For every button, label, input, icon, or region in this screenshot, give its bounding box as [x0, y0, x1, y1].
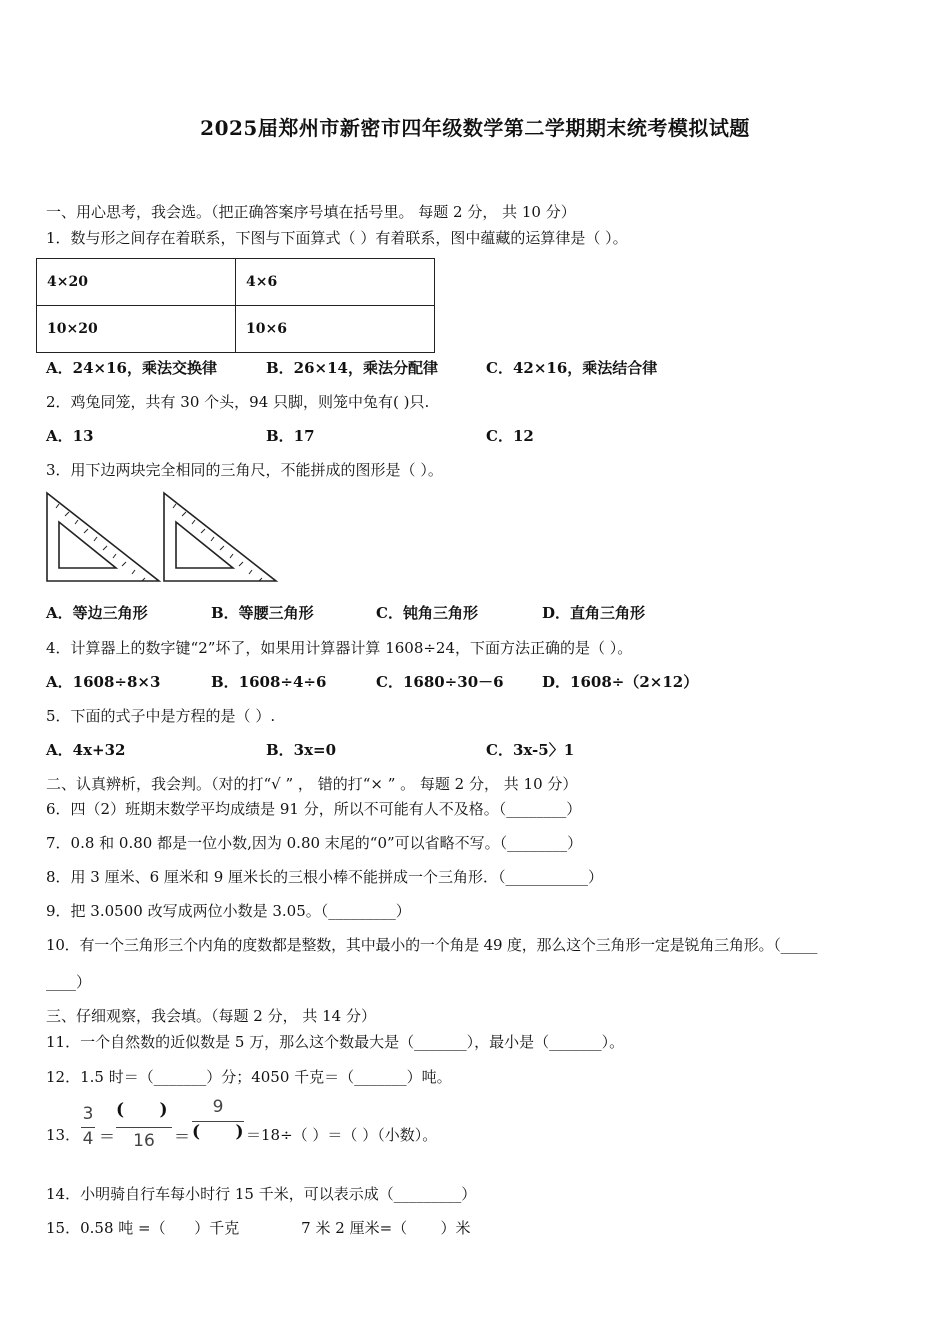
set-square-figure — [44, 490, 280, 584]
q1-table — [36, 258, 435, 353]
q13-fraction2-denominator: 16 — [133, 1131, 155, 1151]
table-cell: 10×6 — [236, 306, 435, 353]
q1-option-c: C．42×16，乘法结合律 — [486, 359, 658, 377]
q3-option-a: A．等边三角形 — [46, 604, 148, 622]
q13-fraction2-numerator: ( ) — [116, 1100, 168, 1120]
q1-option-a: A．24×16，乘法交换律 — [46, 359, 217, 377]
q3-option-c: C．钝角三角形 — [376, 604, 478, 622]
table-row — [37, 259, 435, 306]
question-5: 5．下面的式子中是方程的是（ ）. — [46, 707, 276, 725]
q13-fraction1-denominator: 4 — [82, 1129, 94, 1149]
question-2: 2．鸡兔同笼，共有 30 个头，94 只脚，则笼中兔有( )只. — [46, 393, 430, 411]
q4-option-c: C．1680÷30－6 — [376, 673, 504, 691]
set-square-icon — [164, 493, 276, 581]
question-15: 15．0.58 吨 =（ ）千克 7 米 2 厘米=（ ）米 — [46, 1219, 471, 1237]
question-11: 11．一个自然数的近似数是 5 万，那么这个数最大是（_______），最小是（_______）。 — [46, 1033, 625, 1051]
q5-option-a: A．4x+32 — [46, 741, 126, 759]
question-4: 4．计算器上的数字键“2”坏了，如果用计算器计算 1608÷24，下面方法正确的是（ ）。 — [46, 639, 633, 657]
question-12: 12．1.5 时＝（_______）分；4050 千克＝（_______）吨。 — [46, 1068, 452, 1086]
page-title: 2025届郑州市新密市四年级数学第二学期期末统考模拟试题 — [200, 116, 750, 140]
q3-option-d: D．直角三角形 — [542, 604, 646, 622]
q13-fraction3-numerator: 9 — [212, 1097, 224, 1117]
question-7: 7．0.8 和 0.80 都是一位小数,因为 0.80 末尾的“0”可以省略不写。（________） — [46, 834, 583, 852]
set-square-icon — [47, 493, 159, 581]
q13-rest: ＝18÷（ ）＝（ ）（小数）。 — [246, 1126, 438, 1144]
q2-option-a: A．13 — [46, 427, 94, 445]
section1-heading: 一、用心思考，我会选。（把正确答案序号填在括号里。 每题 2 分， 共 10 分） — [46, 203, 576, 221]
table-cell: 4×20 — [37, 259, 236, 306]
section3-heading: 三、仔细观察，我会填。（每题 2 分， 共 14 分） — [46, 1007, 376, 1025]
q5-option-b: B．3x=0 — [266, 741, 337, 759]
q13-equals-1: ＝ — [99, 1127, 116, 1146]
fraction-bar — [81, 1127, 95, 1128]
q13-fraction3-denominator: ( ) — [192, 1122, 244, 1142]
q13-fraction1-numerator: 3 — [82, 1104, 94, 1124]
q4-option-b: B．1608÷4÷6 — [211, 673, 327, 691]
q1-option-b: B．26×14，乘法分配律 — [266, 359, 438, 377]
table-row — [37, 306, 435, 353]
q5-option-c: C．3x-5〉1 — [486, 741, 575, 759]
question-3: 3．用下边两块完全相同的三角尺，不能拼成的图形是（ ）。 — [46, 461, 443, 479]
fraction-bar — [116, 1127, 172, 1128]
q4-option-a: A．1608÷8×3 — [46, 673, 161, 691]
question-14: 14．小明骑自行车每小时行 15 千米，可以表示成（_________） — [46, 1185, 477, 1203]
question-10: 10．有一个三角形三个内角的度数都是整数，其中最小的一个角是 49 度，那么这个三角形一定是锐角三角形。（_____ — [46, 936, 818, 954]
question-9: 9．把 3.0500 改写成两位小数是 3.05。（_________） — [46, 902, 411, 920]
section2-heading: 二、认真辨析，我会判。（对的打“√ ” ， 错的打“× ” 。 每题 2 分， 共 10 分） — [46, 775, 578, 793]
q2-option-c: C．12 — [486, 427, 534, 445]
question-6: 6．四（2）班期末数学平均成绩是 91 分，所以不可能有人不及格。（________） — [46, 800, 582, 818]
q13-equals-2: ＝ — [174, 1127, 191, 1146]
q13-label: 13． — [46, 1126, 81, 1144]
table-cell: 10×20 — [37, 306, 236, 353]
question-1: 1．数与形之间存在着联系，下图与下面算式（ ）有着联系，图中蕴藏的运算律是（ ）。 — [46, 229, 628, 247]
q3-option-b: B．等腰三角形 — [211, 604, 314, 622]
question-8: 8．用 3 厘米、6 厘米和 9 厘米长的三根小棒不能拼成一个三角形．（___________） — [46, 868, 604, 886]
q4-option-d: D．1608÷（2×12） — [542, 673, 699, 691]
question-10-continued: ____） — [46, 973, 92, 991]
table-cell: 4×6 — [236, 259, 435, 306]
q2-option-b: B．17 — [266, 427, 315, 445]
